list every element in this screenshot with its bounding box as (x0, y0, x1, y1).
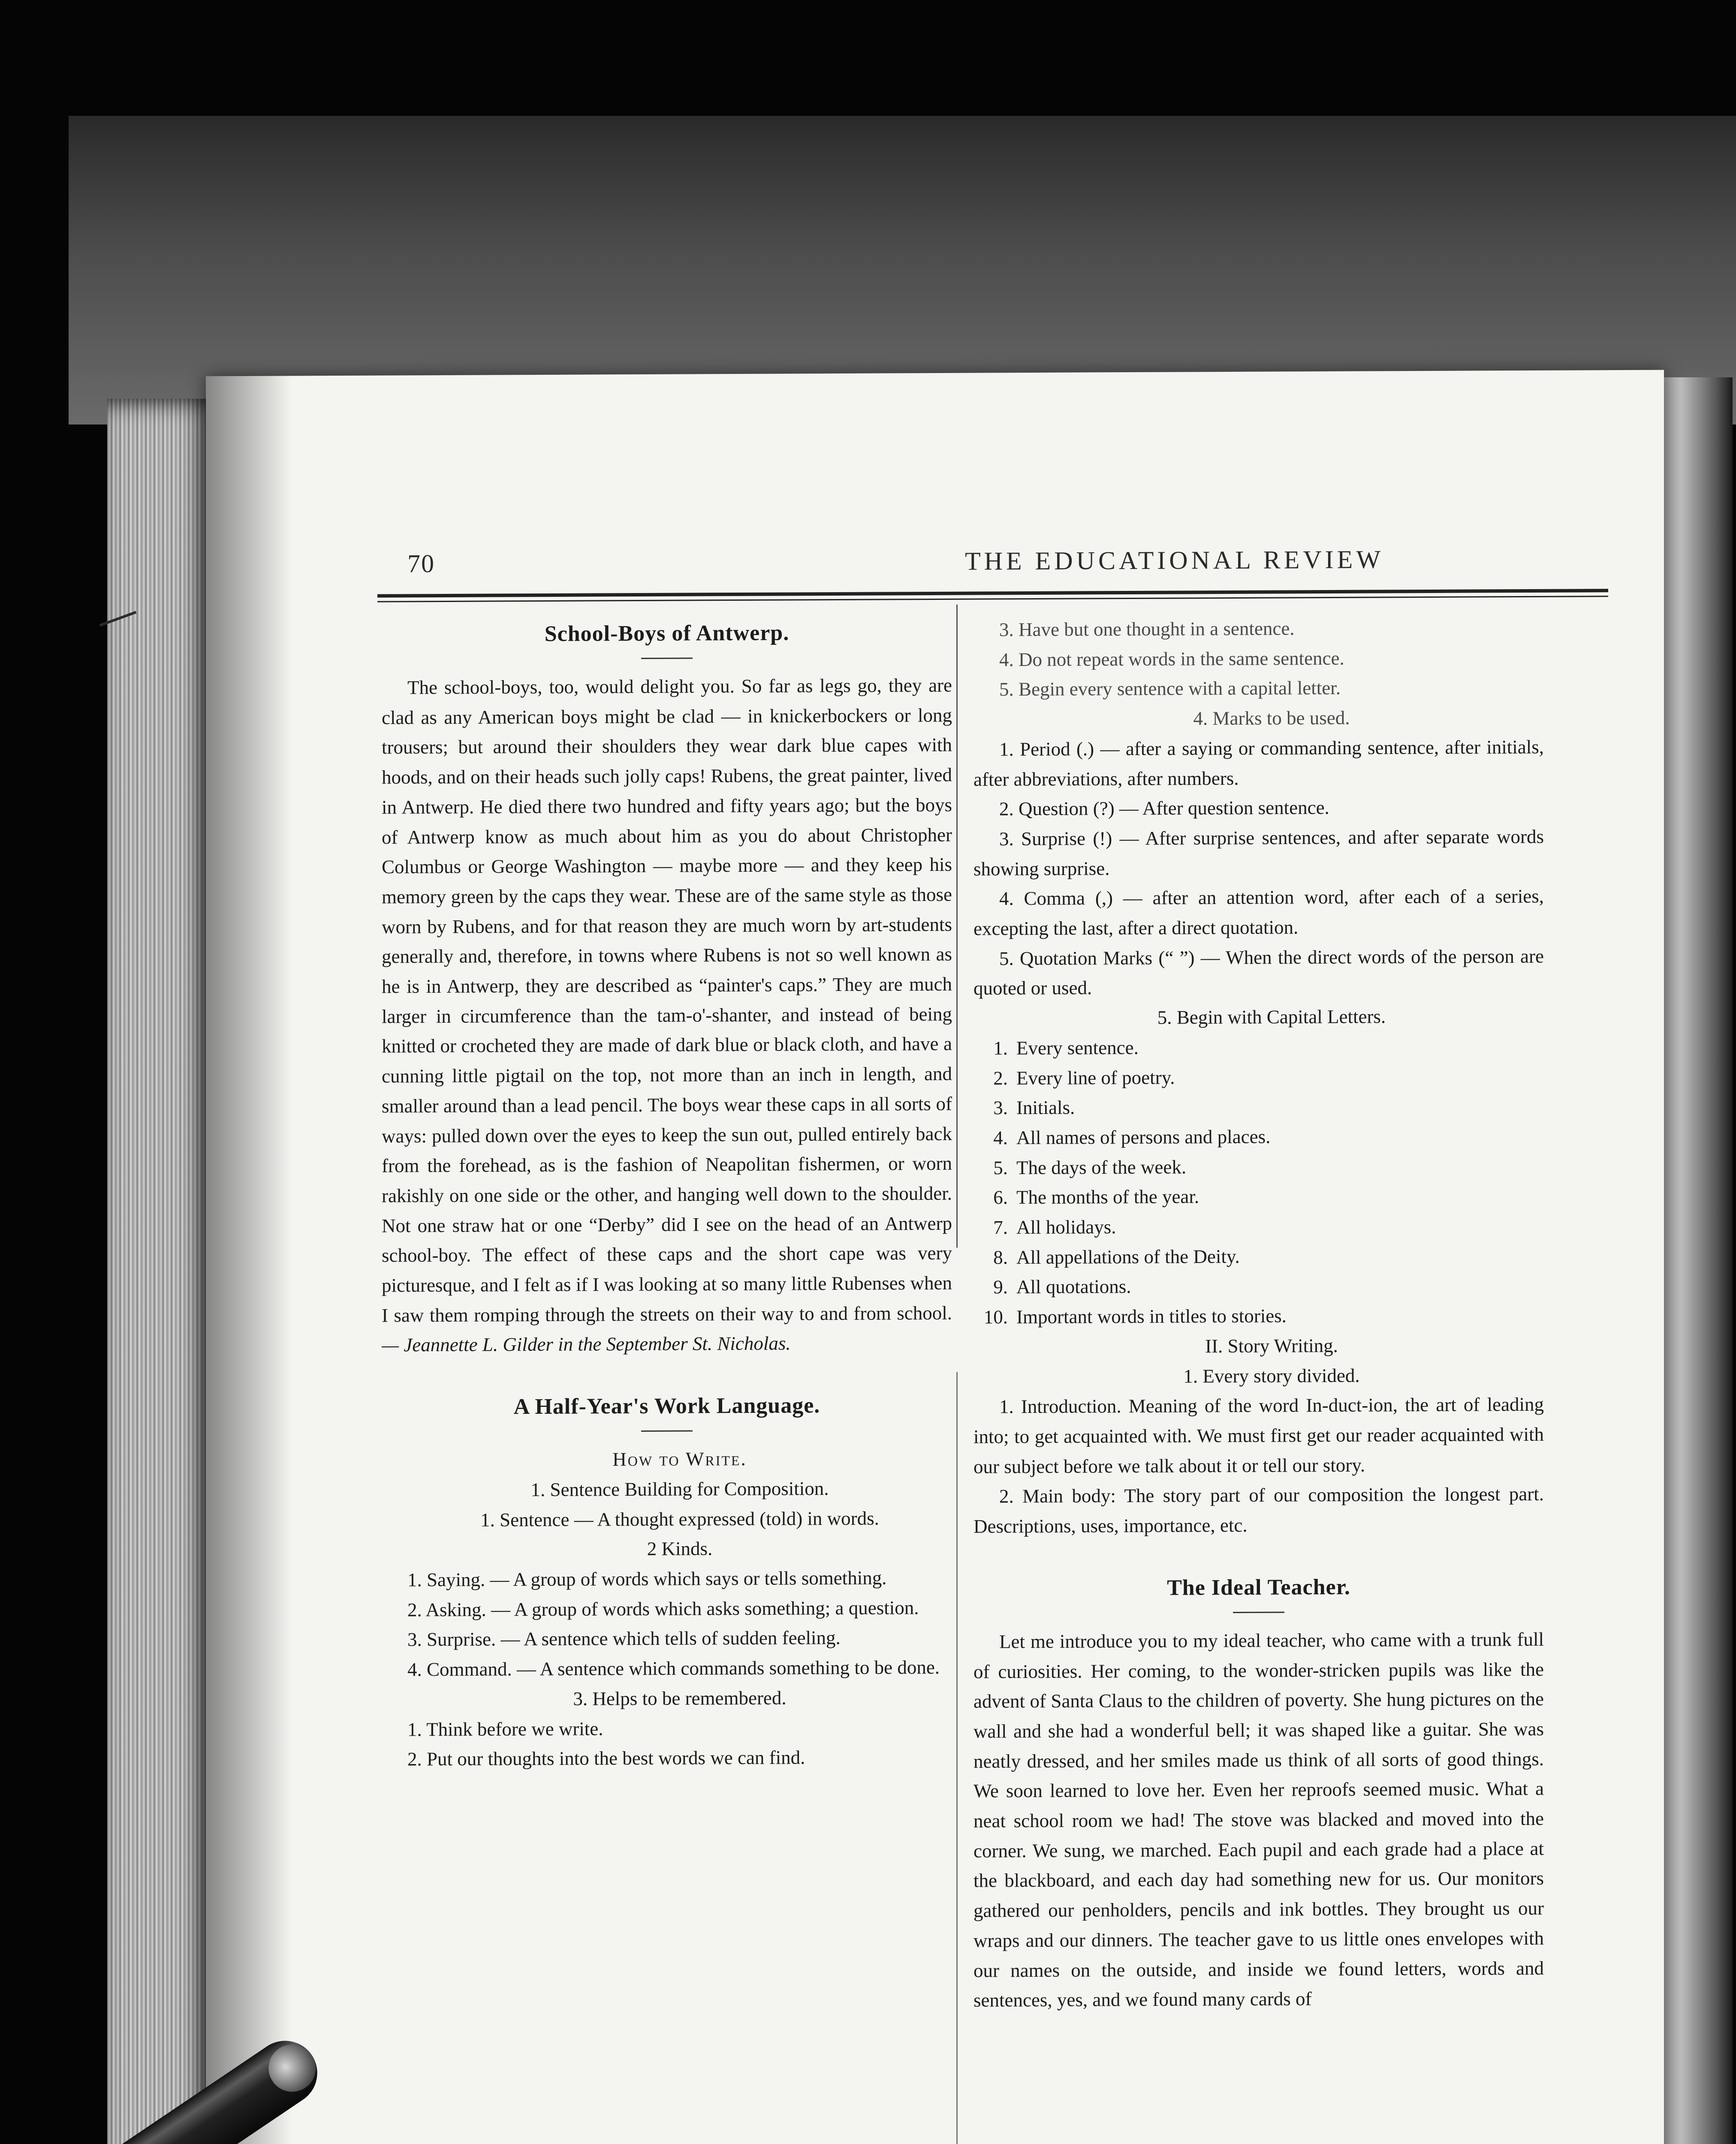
item-text: The days of the week. (1016, 1156, 1187, 1178)
right-column (973, 613, 1544, 2016)
item-text: All holidays. (1016, 1216, 1116, 1238)
item-number: 4. (993, 1127, 1008, 1149)
help-item: 4. Do not repeat words in the same sentence. (999, 647, 1344, 671)
item-text: All quotations. (1016, 1276, 1131, 1298)
book-page-edges (107, 399, 219, 2144)
capitals-item (973, 1121, 1544, 1153)
help-item: 5. Begin every sentence with a capital letter. (999, 677, 1341, 700)
antwerp-text: The school-boys, too, would delight you. So far as legs go, they are clad as any American boys might be clad — in knickerbockers or long trousers; but around their shoulders they wear dark blue capes with hoods, and on their heads such jolly caps! Rubens, the great painter, lived in Antwerp. He died there two hundred and fifty years ago; but the boys of Antwerp know as much about him as you do about Christopher Columbus or George Washington — maybe more — and they keep his memory green by the caps they wear. These are of the same style as those worn by Rubens, and for that reason they are much worn by art-students generally and, therefore, in towns where Rubens is not so well known as he is in Antwerp, they are described as “painter's caps.” They are much larger in circumference than the tam-o'-shanter, and instead of being knitted or crocheted they are made of dark blue or black cloth, and have a cunning little pigtail on the top, not more than an inch in length, and smaller around than a lead pencil. The boys wear these caps in all sorts of ways: pulled down over the eyes to keep the sun out, pulled entirely back from the forehead, as is the fashion of Neapolitan fishermen, or worn rakishly on one side or the other, and hanging well down to the shoulder. Not one straw hat or one “Derby” did I see on the head of an Antwerp school-boy. The effect of these caps and the short cape was very picturesque, and I felt as if I was looking at so many little Rubenses when I saw them romping through the streets on their way to and from school. (382, 674, 952, 1326)
kind-item: 4. Command. — A sentence which commands something to be done. (407, 1656, 940, 1680)
item-number: 8. (993, 1247, 1008, 1268)
item-number: 3. (993, 1097, 1008, 1119)
capitals-item (973, 1061, 1544, 1093)
item-text: Initials. (1016, 1096, 1075, 1119)
mark-item: 4. Comma (,) — after an attention word, after each of a series, excepting the last, after a direct quotation. (973, 885, 1544, 940)
story-item: 2. Main body: The story part of our composition the longest part. Descriptions, uses, importance, etc. (973, 1483, 1544, 1537)
page-number: 70 (407, 549, 435, 578)
mark-item: 2. Question (?) — After question sentence. (999, 797, 1329, 820)
capitals-item (973, 1211, 1544, 1243)
capitals-item (973, 1180, 1544, 1213)
column-divider-lower (956, 1372, 958, 2144)
running-head (407, 544, 1608, 583)
title-rule (1233, 1611, 1284, 1613)
capitals-item (973, 1150, 1544, 1183)
article-title-ideal-teacher: The Ideal Teacher. (1167, 1575, 1350, 1600)
item-text: All names of persons and places. (1016, 1126, 1271, 1149)
story-item: 1. Introduction. Meaning of the word In-duct-ion, the art of leading into; to get acquainted with. We must first get our reader acquainted with our subject before we talk about it or tell our story. (973, 1394, 1544, 1478)
kind-item: 1. Saying. — A group of words which says or tells something. (407, 1567, 887, 1591)
heading-helps: 3. Helps to be remembered. (573, 1687, 787, 1710)
item-number: 5. (993, 1156, 1008, 1179)
spacer (973, 1539, 1544, 1572)
item-number: 1. (993, 1037, 1008, 1059)
article-source: — Jeannette L. Gilder in the September St. Nicholas. (382, 1332, 791, 1356)
subheading-story-divided: 1. Every story divided. (1183, 1364, 1360, 1387)
item-text: Every line of poetry. (1016, 1066, 1175, 1089)
article-title-antwerp: School-Boys of Antwerp. (544, 620, 790, 646)
item-text: Important words in titles to stories. (1016, 1305, 1287, 1328)
capitals-item (973, 1241, 1544, 1273)
sentence-definition: 1. Sentence — A thought expressed (told) in words. (480, 1507, 879, 1531)
spacer (382, 1358, 952, 1391)
item-number: 9. (993, 1276, 1008, 1298)
title-rule (641, 1430, 693, 1432)
capitals-item (973, 1270, 1544, 1303)
subheading-how-to-write: How to Write. (612, 1448, 747, 1470)
heading-sentence-building: 1. Sentence Building for Composition. (530, 1477, 829, 1500)
mark-item: 3. Surprise (!) — After surprise sentences, and after separate words showing surprise. (973, 825, 1544, 880)
left-column (382, 615, 952, 1775)
column-divider (956, 605, 958, 1248)
item-number: 7. (993, 1217, 1008, 1238)
heading-story-writing: II. Story Writing. (1205, 1334, 1338, 1357)
mark-item: 5. Quotation Marks (“ ”) — When the direct words of the person are quoted or used. (973, 945, 1544, 1000)
heading-marks: 4. Marks to be used. (1193, 707, 1350, 729)
article-body-antwerp (382, 671, 952, 1361)
title-rule (641, 657, 693, 659)
heading-kinds: 2 Kinds. (647, 1538, 713, 1560)
help-item: 2. Put our thoughts into the best words we can find. (407, 1747, 805, 1770)
capitals-item (973, 1300, 1544, 1333)
mark-item: 1. Period (.) — after a saying or commanding sentence, after initials, after abbreviations, after numbers. (973, 736, 1544, 790)
article-title-language: A Half-Year's Work Language. (513, 1393, 820, 1419)
item-number: 2. (993, 1067, 1008, 1089)
heading-capitals: 5. Begin with Capital Letters. (1157, 1006, 1386, 1028)
capitals-item (973, 1031, 1544, 1064)
gutter-shadow (206, 376, 292, 2144)
kind-item: 2. Asking. — A group of words which asks something; a question. (407, 1596, 919, 1621)
item-text: All appellations of the Deity. (1016, 1245, 1240, 1268)
article-body-ideal-teacher: Let me introduce you to my ideal teacher, who came with a trunk full of curiosities. Her coming, to the wonder-stricken pupils was like the advent of Santa Claus to the children of poverty. She hung pictures on the wall and she had a wonderful bell; it was shaped like a guitar. She was neatly dressed, and her smiles made us think of all sorts of good things. We soon learned to love her. Even her reproofs seemed music. What a neat school room we had! The stove was blacked and moved into the corner. We sung, we marched. Each pupil and each grade had a place at the blackboard, and each day had something new for us. Our monitors gathered our penholders, pencils and ink bottles. They brought us our wraps and our dinners. The teacher gave to us little ones envelopes with our names on the outside, and inside we found letters, words and sentences, yes, and we found many cards of (973, 1628, 1544, 2011)
help-item: 3. Have but one thought in a sentence. (999, 617, 1295, 641)
item-number: 10. (983, 1306, 1008, 1328)
item-text: The months of the year. (1016, 1186, 1200, 1208)
magazine-page (206, 370, 1664, 2144)
help-item: 1. Think before we write. (407, 1717, 603, 1740)
capitals-item (973, 1091, 1544, 1123)
capitals-list (973, 1031, 1544, 1333)
item-number: 6. (993, 1186, 1008, 1208)
kind-item: 3. Surprise. — A sentence which tells of sudden feeling. (407, 1627, 841, 1650)
item-text: Every sentence. (1016, 1036, 1139, 1059)
journal-title: THE EDUCATIONAL REVIEW (965, 545, 1384, 575)
